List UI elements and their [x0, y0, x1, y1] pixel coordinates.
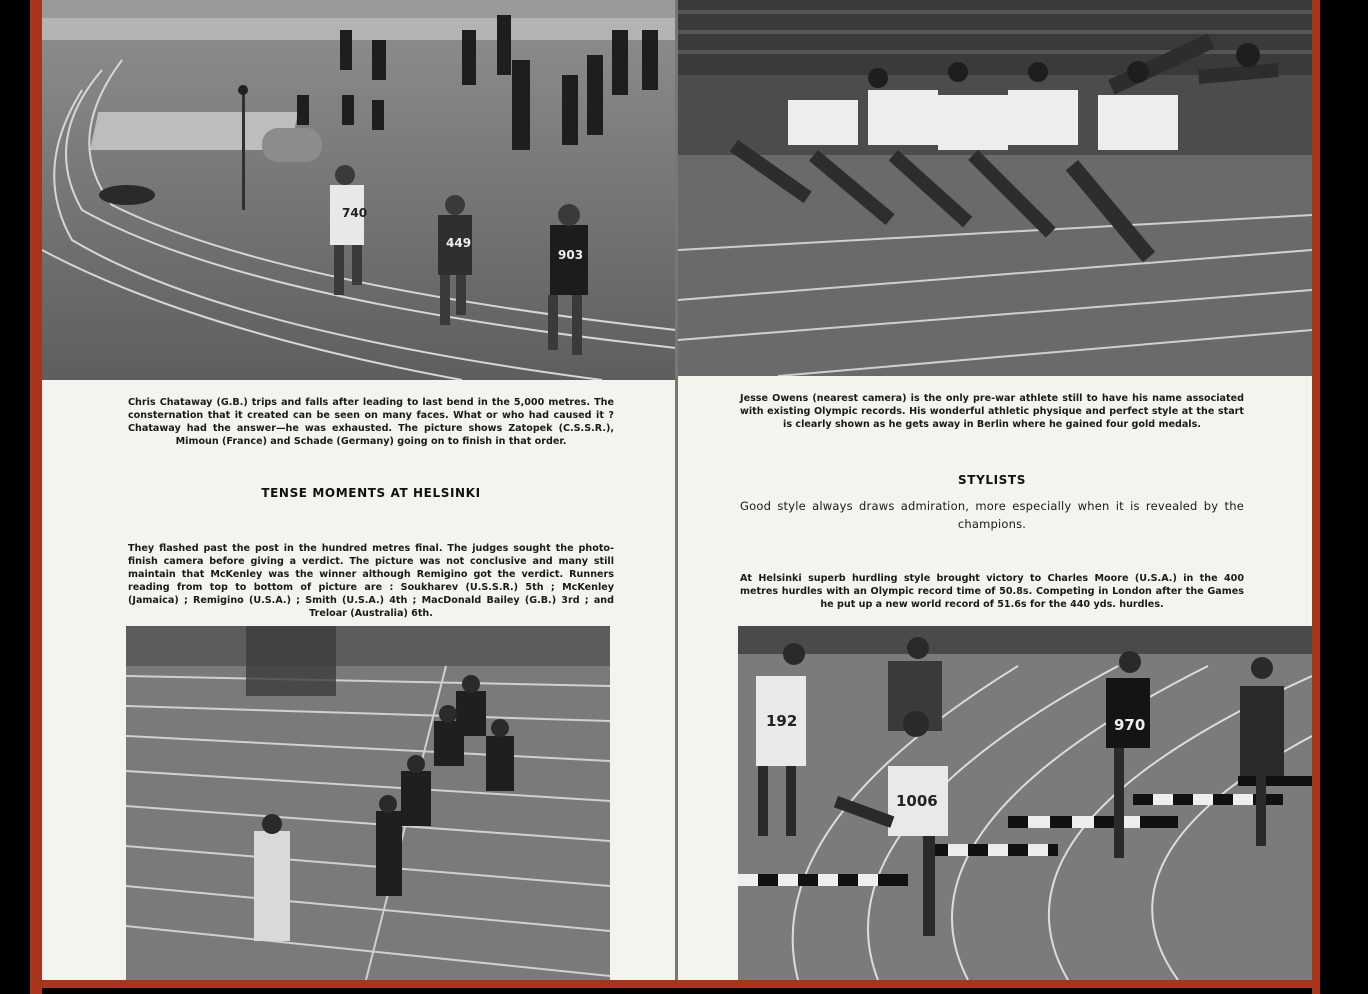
left-heading: TENSE MOMENTS AT HELSINKI [261, 486, 481, 500]
jesse-owens-caption: Jesse Owens (nearest camera) is the only pre-war athlete still to have his name associated with existing Olympic records. His wonderful athletic physique and perfect style at the start is clearly shown as he gets away in Berlin where he gained four gold medals. [740, 393, 1244, 430]
bib-903: 903 [558, 248, 584, 262]
hundred-metres-caption: They flashed past the post in the hundred metres final. The judges sought the photo-finish camera before giving a verdict. The picture was not conclusive and many still maintain that McKenley was the winner although Remigino got the verdict. Runners reading from top to bottom of picture are : Soukharev (U.S.S.R.) 5th ; McKenley (Jamaica) ; Remigino (U.S.A.) ; Smith (U.S.A.) 4th ; MacDonald Bailey (G.B.) 3rd ; and Treloar (Australia) 6th. [128, 543, 614, 619]
jesse-owens-photo [678, 0, 1312, 376]
bib-1006: 1006 [896, 792, 938, 810]
bib-740: 740 [342, 206, 368, 220]
chataway-caption: Chris Chataway (G.B.) trips and falls after leading to last bend in the 5,000 metres. The consternation that it created can be seen on many faces. What or who had caused it ? Chataway had the answer—he was exhausted. The picture shows Zatopek (C.S.S.R.), Mimoun (France) and Schade (Germany) going on to finish in that order. [128, 397, 614, 447]
bib-970: 970 [1114, 716, 1146, 734]
book-cover-edge-left [30, 0, 42, 994]
stylists-lead: Good style always draws admiration, more especially when it is revealed by the champions. [740, 499, 1244, 531]
chataway-fall-photo [42, 0, 676, 380]
book-cover-edge-right [1312, 0, 1320, 994]
left-page [42, 0, 676, 980]
hurdles-photo [738, 626, 1312, 980]
hurdles-caption: At Helsinki superb hurdling style brought victory to Charles Moore (U.S.A.) in the 400 metres hurdles with an Olympic record time of 50.8s. Competing in London after the Games he put up a new world record of 51.6s for the 440 yds. hurdles. [740, 573, 1244, 610]
bib-449: 449 [446, 236, 472, 250]
hundred-metres-photo [126, 626, 610, 980]
bib-192: 192 [766, 712, 798, 730]
right-heading: STYLISTS [958, 473, 1026, 487]
right-page [678, 0, 1312, 980]
